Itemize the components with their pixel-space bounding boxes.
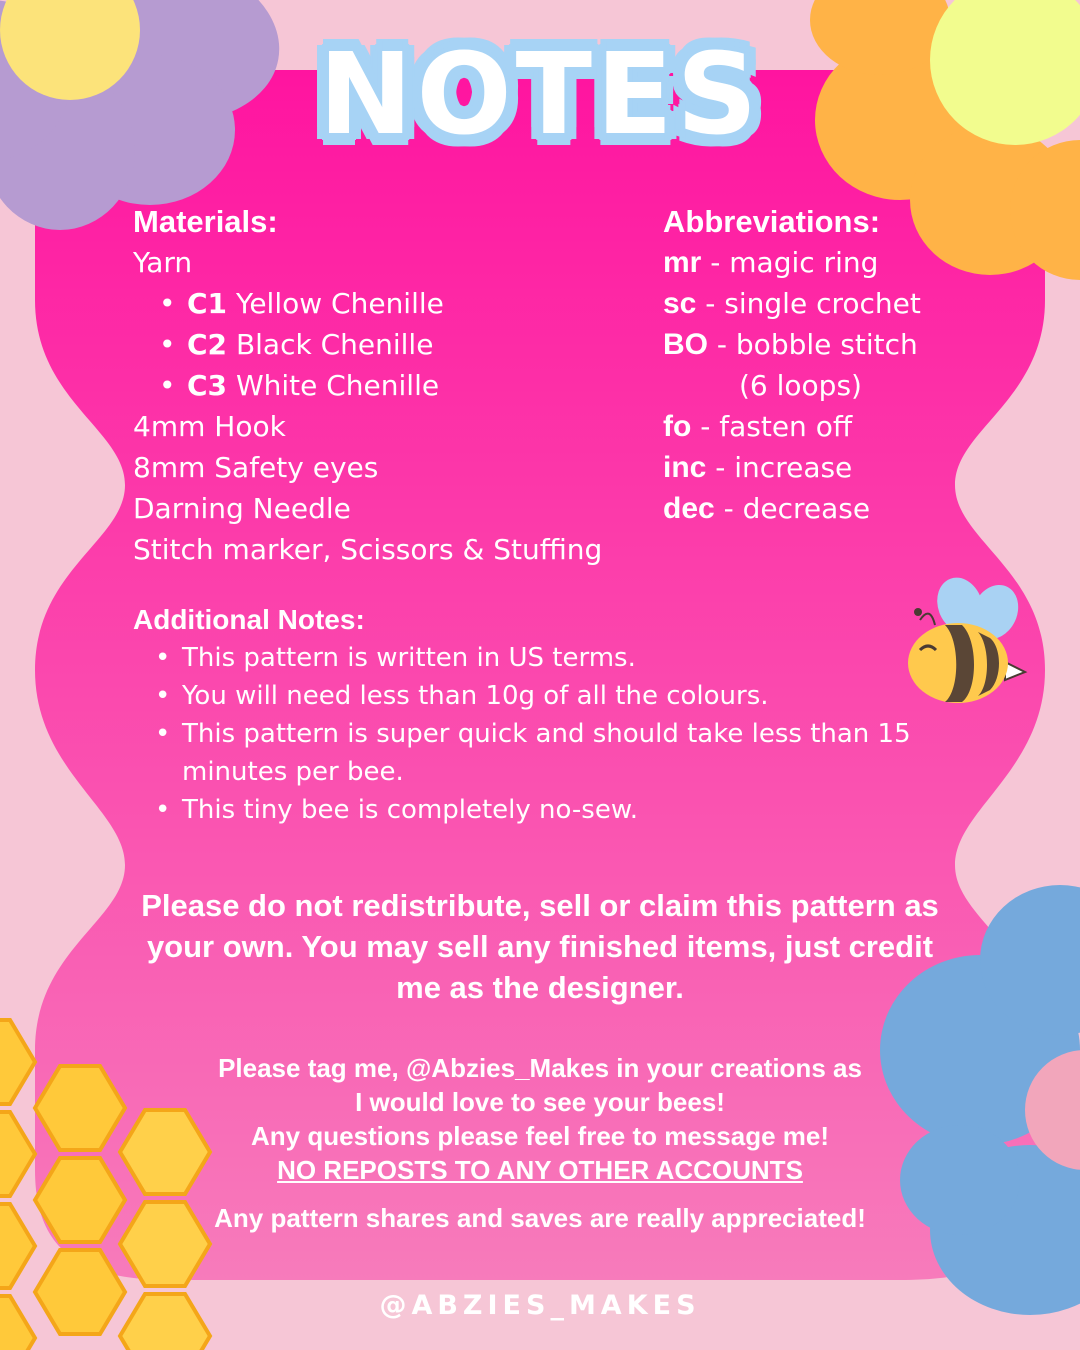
abbreviation-code: inc [663, 451, 707, 484]
abbreviation-item [663, 283, 921, 324]
materials-section [133, 201, 602, 570]
abbreviation-item [663, 324, 921, 365]
disclaimer [90, 885, 990, 1008]
tag-line: I would love to see your bees! [355, 1087, 725, 1117]
materials-heading: Materials: [133, 204, 278, 239]
yarn-item-c2 [133, 324, 602, 365]
no-reposts-notice: NO REPOSTS TO ANY OTHER ACCOUNTS [277, 1155, 803, 1185]
note-text: This pattern is super quick and should take less than 15 [182, 719, 911, 749]
disclaimer-line: Please do not redistribute, sell or claim this pattern as [141, 888, 939, 923]
abbreviation-code: mr [663, 246, 702, 279]
note-item: • You will need less than 10g of all the colours. [133, 677, 993, 715]
note-continuation: minutes per bee. [182, 757, 404, 787]
abbreviation-item [663, 447, 921, 488]
yarn-item-c1 [133, 283, 602, 324]
additional-notes-section [133, 601, 993, 829]
yarn-name: White Chenille [235, 369, 440, 402]
abbreviation-code: BO [663, 328, 708, 361]
disclaimer-line: me as the designer. [396, 970, 684, 1005]
disclaimer-line: your own. You may sell any finished items, just credit [146, 929, 934, 964]
material-item: 4mm Hook [133, 410, 286, 443]
tag-line: Any questions please feel free to message me! [251, 1121, 829, 1151]
yarn-item-c3 [133, 365, 602, 406]
abbreviation-item [663, 406, 921, 447]
tag-section [140, 1051, 940, 1235]
abbreviation-meaning: - bobble stitch [716, 328, 918, 361]
page-title: NOTES [318, 30, 762, 160]
additional-notes-heading: Additional Notes: [133, 604, 365, 635]
abbreviation-meaning: - increase [715, 451, 853, 484]
abbreviation-continuation: (6 loops) [739, 369, 862, 402]
material-item: Darning Needle [133, 492, 351, 525]
abbreviation-meaning: - single crochet [705, 287, 921, 320]
yarn-name: Black Chenille [235, 328, 434, 361]
note-item: • This tiny bee is completely no-sew. [133, 791, 993, 829]
material-item: 8mm Safety eyes [133, 451, 379, 484]
abbreviation-code: dec [663, 492, 715, 525]
abbreviations-section [663, 201, 921, 529]
yarn-code: C2 [187, 328, 228, 361]
note-item [133, 715, 993, 791]
abbreviation-meaning: - fasten off [700, 410, 853, 443]
abbreviation-code: fo [663, 410, 692, 443]
material-item: Stitch marker, Scissors & Stuffing [133, 533, 603, 566]
yarn-name: Yellow Chenille [235, 287, 444, 320]
abbreviation-code: sc [663, 287, 697, 320]
abbreviation-item [663, 242, 921, 283]
instagram-handle: @ABZIES_MAKES [379, 1290, 701, 1321]
yarn-code: C3 [187, 369, 228, 402]
yarn-code: C1 [187, 287, 228, 320]
shares-line: Any pattern shares and saves are really appreciated! [214, 1203, 866, 1233]
note-item: • This pattern is written in US terms. [133, 639, 993, 677]
yarn-label: Yarn [133, 246, 193, 279]
abbreviation-item [663, 488, 921, 529]
tag-line: Please tag me, @Abzies_Makes in your creations as [218, 1053, 862, 1083]
abbreviation-meaning: - magic ring [710, 246, 879, 279]
abbreviation-meaning: - decrease [723, 492, 871, 525]
abbreviations-heading: Abbreviations: [663, 204, 881, 239]
